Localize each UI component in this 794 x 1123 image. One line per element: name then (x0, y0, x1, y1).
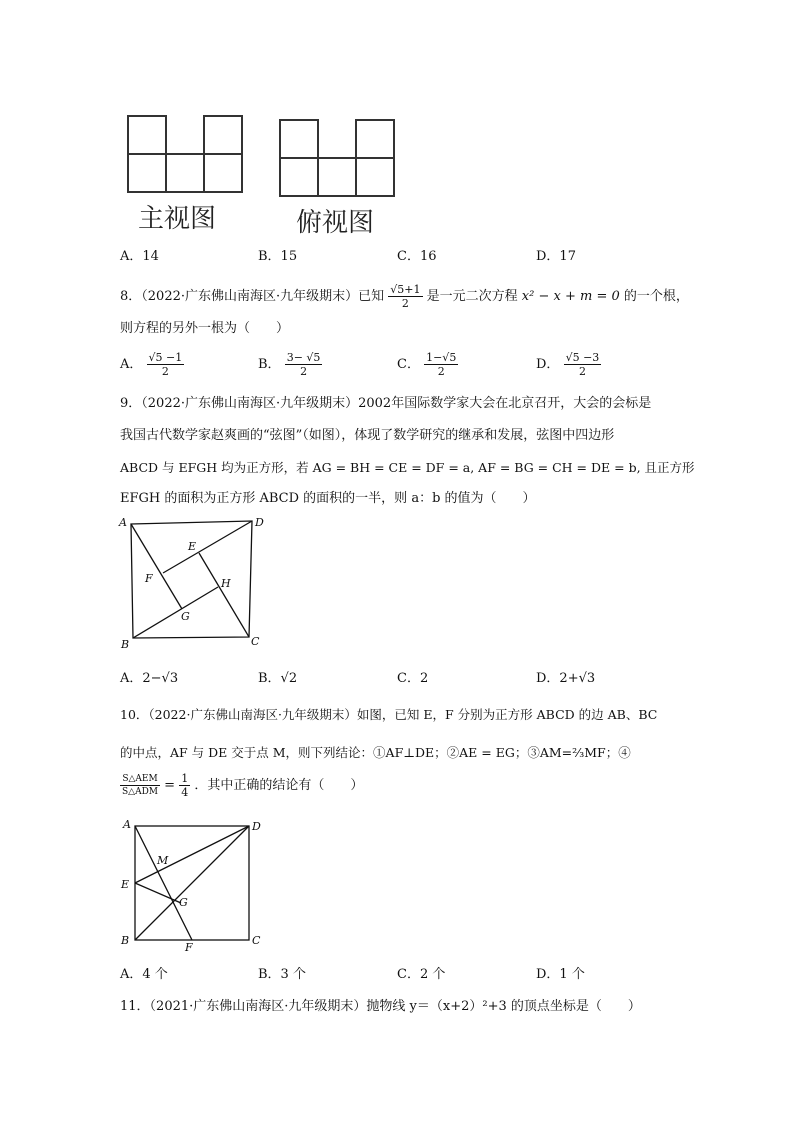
q8-option-c-den: 2 (437, 365, 445, 378)
zhao-shuang-figure (115, 512, 275, 657)
q10-option-a: A．4 个 (120, 967, 168, 982)
q9-line4: EFGH 的面积为正方形 ABCD 的面积的一半，则 a：b 的值为（ ） (120, 491, 536, 506)
label-D: D (255, 516, 264, 529)
q10-line1: 10．（2022·广东佛山南海区·九年级期末）如图，已知 E，F 分别为正方形 ABCD 的边 AB、BC (120, 707, 658, 722)
q10-ratio-value (179, 772, 190, 799)
label-A: A (123, 818, 131, 831)
q8-option-a-label: A． (120, 357, 143, 372)
q8-option-b-num: 3− √5 (286, 351, 321, 364)
label-B: B (121, 638, 130, 651)
q8-option-a-num: √5 −1 (148, 351, 183, 364)
q10-ratio-num: S△AEM (120, 773, 160, 786)
segment-bd (135, 826, 249, 940)
label-M: M (157, 854, 169, 867)
segment-ce (199, 553, 249, 637)
q10-option-b: B．3 个 (258, 967, 306, 982)
q9-option-b: B．√2 (258, 671, 298, 686)
q8-equation: x² − x + m = 0 (521, 289, 620, 304)
q8-option-a (120, 351, 184, 378)
q9-line1: 9．（2022·广东佛山南海区·九年级期末）2002年国际数学家大会在北京召开，大会的会标是 (120, 396, 652, 411)
q9-line2: 我国古代数学家赵爽画的“弦图”（如图），体现了数学研究的继承和发展，弦图中四边形 (120, 428, 615, 443)
q8-root-fraction (388, 283, 422, 310)
q8-option-b-frac (285, 351, 323, 378)
q8-line2: 则方程的另外一根为（ ） (120, 321, 290, 336)
label-C: C (252, 934, 261, 947)
q8-option-a-den: 2 (161, 365, 169, 378)
label-E: E (188, 540, 197, 553)
q8-option-d (536, 351, 601, 378)
label-D: D (252, 820, 261, 833)
q8-option-a-frac (147, 351, 185, 378)
q8-text-a: 8．（2022·广东佛山南海区·九年级期末）已知 (120, 289, 385, 304)
label-G: G (181, 610, 190, 623)
q9-line3: ABCD 与 EFGH 均为正方形，若 AG = BH = CE = DF = a, AF = BG = CH = DE = b, 且正方形 (120, 460, 695, 475)
segment-bh (133, 587, 218, 638)
q7-option-d: D．17 (536, 249, 576, 264)
q9-option-d: D．2+√3 (536, 671, 596, 686)
q8-option-d-label: D． (536, 357, 560, 372)
q11-line1: 11．（2021·广东佛山南海区·九年级期末）抛物线 y＝（x+2）²+3 的顶点坐标是（ ） (120, 999, 641, 1014)
q7-option-c: C．16 (397, 249, 437, 264)
q8-option-d-den: 2 (578, 365, 586, 378)
q8-option-c-label: C． (397, 357, 420, 372)
label-G: G (179, 896, 188, 909)
label-F: F (145, 572, 153, 585)
q7-option-b: B．15 (258, 249, 298, 264)
q8-option-d-num: √5 −3 (565, 351, 600, 364)
q10-option-d: D．1 个 (536, 967, 585, 982)
segment-af (135, 826, 192, 940)
label-H: H (221, 577, 231, 590)
top-view-grid (280, 120, 394, 196)
q8-root-den: 2 (401, 297, 409, 310)
label-C: C (251, 635, 260, 648)
q8-line1 (120, 283, 689, 310)
front-view-grid (128, 116, 242, 192)
q10-ratio-value-den: 4 (181, 786, 189, 799)
front-view-label: 主视图 (138, 204, 217, 234)
q8-option-d-frac (564, 351, 602, 378)
q8-option-c-num: 1−√5 (426, 351, 457, 364)
label-B: B (121, 934, 130, 947)
top-view-label: 俯视图 (296, 208, 375, 238)
q10-line3: $\frac{\text{S△AEM}}{\text{S△ADM}}$ = $\frac{1}{4}$ ．其中正确的结论有（ ） (122, 772, 364, 799)
q9-option-a: A．2−√3 (120, 671, 179, 686)
q8-option-b-label: B． (258, 357, 281, 372)
q9-option-c: C．2 (397, 671, 429, 686)
label-F: F (185, 941, 193, 954)
q7-option-a: A．14 (120, 249, 159, 264)
q8-text-c: 的一个根， (623, 289, 689, 304)
label-A: A (119, 516, 127, 529)
q10-line3-tail: ．其中正确的结论有（ ） (194, 778, 364, 793)
q10-area-ratio (120, 773, 160, 798)
q8-text-b: 是一元二次方程 (426, 289, 518, 304)
q8-option-b-den: 2 (300, 365, 308, 378)
q8-root-num: √5+1 (390, 283, 421, 296)
segment-df (163, 521, 252, 573)
q10-ratio-den: S△ADM (122, 787, 159, 797)
q10-line2: 的中点，AF 与 DE 交于点 M，则下列结论：①AF⊥DE；②AE = EG；③AM=⅔MF；④ (120, 745, 631, 760)
segment-de (135, 826, 249, 883)
q8-option-b (258, 351, 322, 378)
q8-option-c-frac (424, 351, 458, 378)
q8-option-c (397, 351, 458, 378)
square-abcd-figure (115, 814, 275, 954)
q10-option-c: C．2 个 (397, 967, 446, 982)
label-E: E (121, 878, 130, 891)
q10-ratio-value-num: 1 (181, 772, 189, 785)
